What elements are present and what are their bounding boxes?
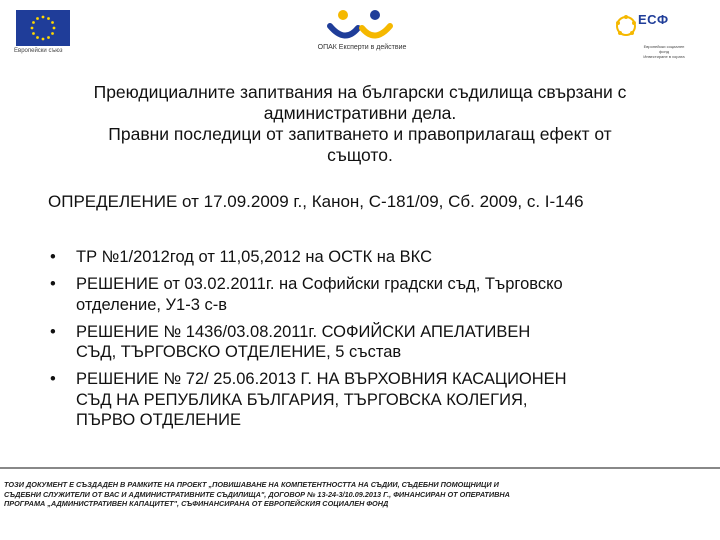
eu-star-icon <box>51 21 54 24</box>
list-item <box>48 247 698 268</box>
title-line: същото. <box>327 145 393 165</box>
bullet-marker: • <box>50 370 56 388</box>
eu-star-icon <box>36 36 39 39</box>
list-item-line: РЕШЕНИЕ от 03.02.2011г. на Софийски градски съд, Търговско <box>76 275 563 293</box>
bullet-marker: • <box>50 322 56 341</box>
slide-title <box>40 82 680 166</box>
list-item-line: СЪД НА РЕПУБЛИКА БЪЛГАРИЯ, ТЪРГОВСКА КОЛЕГИЯ, <box>76 390 528 409</box>
title-line: Преюдициалните запитвания на български съдилища свързани с <box>93 82 627 102</box>
footer-line: ПРОГРАМА „АДМИНИСТРАТИВЕН КАПАЦИТЕТ", СЪФИНАНСИРАНА ОТ ЕВРОПЕЙСКИЯ СОЦИАЛЕН ФОНД <box>4 499 389 508</box>
definition-reference: ОПРЕДЕЛЕНИЕ от 17.09.2009 г., Канон, C-181/09, Сб. 2009, с. I-146 <box>48 192 584 211</box>
list-item-line: РЕШЕНИЕ № 72/ 25.06.2013 Г. НА ВЪРХОВНИЯ КАСАЦИОНЕН <box>76 370 567 388</box>
eu-star-icon <box>36 17 39 20</box>
eu-star-icon <box>32 32 35 35</box>
footer-line: СЪДЕБНИ СЛУЖИТЕЛИ ОТ ВАС И АДМИНИСТРАТИВНИТЕ СЪДИЛИЩА", ДОГОВОР № 13-24-3/10.09.2013 Г., ФИНАНСИРАН ОТ ОПЕРАТИВНА <box>4 489 510 499</box>
eu-stars-icon <box>16 10 70 46</box>
opak-caption: ОПАК Експерти в действие <box>317 44 407 51</box>
eu-star-icon <box>42 16 45 19</box>
list-item-line: ПЪРВО ОТДЕЛЕНИЕ <box>76 411 241 429</box>
list-item-line: ТР №1/2012год от 11,05,2012 на ОСТК на ВКС <box>76 248 432 266</box>
list-item-line: отделение, У1-3 с-в <box>76 295 227 314</box>
list-item <box>48 369 698 431</box>
case-law-list <box>48 247 698 437</box>
opak-figures-icon <box>300 6 420 46</box>
esf-caption <box>626 44 702 59</box>
list-item <box>48 274 698 315</box>
title-line: Правни последици от запитването и правоприлагащ ефект от <box>108 124 612 144</box>
eu-star-icon <box>51 32 54 35</box>
footer-divider <box>0 467 720 469</box>
esf-logo-text: ЕСФ <box>638 12 669 27</box>
eu-star-icon <box>31 27 34 30</box>
footer-disclaimer <box>4 480 716 509</box>
esf-caption-line: Европейски социален <box>643 44 685 49</box>
eu-star-icon <box>42 38 45 41</box>
eu-star-icon <box>32 21 35 24</box>
footer-line: ТОЗИ ДОКУМЕНТ Е СЪЗДАДЕН В РАМКИТЕ НА ПРОЕКТ „ПОВИШАВАНЕ НА КОМПЕТЕНТНОСТТА НА СЪДИИ, СЪДЕБНИ ПОМОЩНИЦИ И <box>4 480 499 489</box>
bullet-marker: • <box>50 275 56 293</box>
list-item-line: РЕШЕНИЕ № 1436/03.08.2011г. СОФИЙСКИ АПЕЛАТИВЕН <box>76 322 531 341</box>
bullet-marker: • <box>50 248 56 266</box>
title-line: административни дела. <box>263 103 457 123</box>
eu-star-icon <box>47 36 50 39</box>
eu-flag-logo <box>16 10 70 46</box>
list-item-line: СЪД, ТЪРГОВСКО ОТДЕЛЕНИЕ, 5 състав <box>76 343 402 361</box>
esf-caption-line: Инвестиране в хората <box>643 54 685 59</box>
list-item <box>48 322 698 363</box>
eu-caption: Европейски съюз <box>14 48 63 54</box>
eu-star-icon <box>47 17 50 20</box>
esf-caption-line: фонд <box>658 49 670 54</box>
eu-star-icon <box>53 27 56 30</box>
